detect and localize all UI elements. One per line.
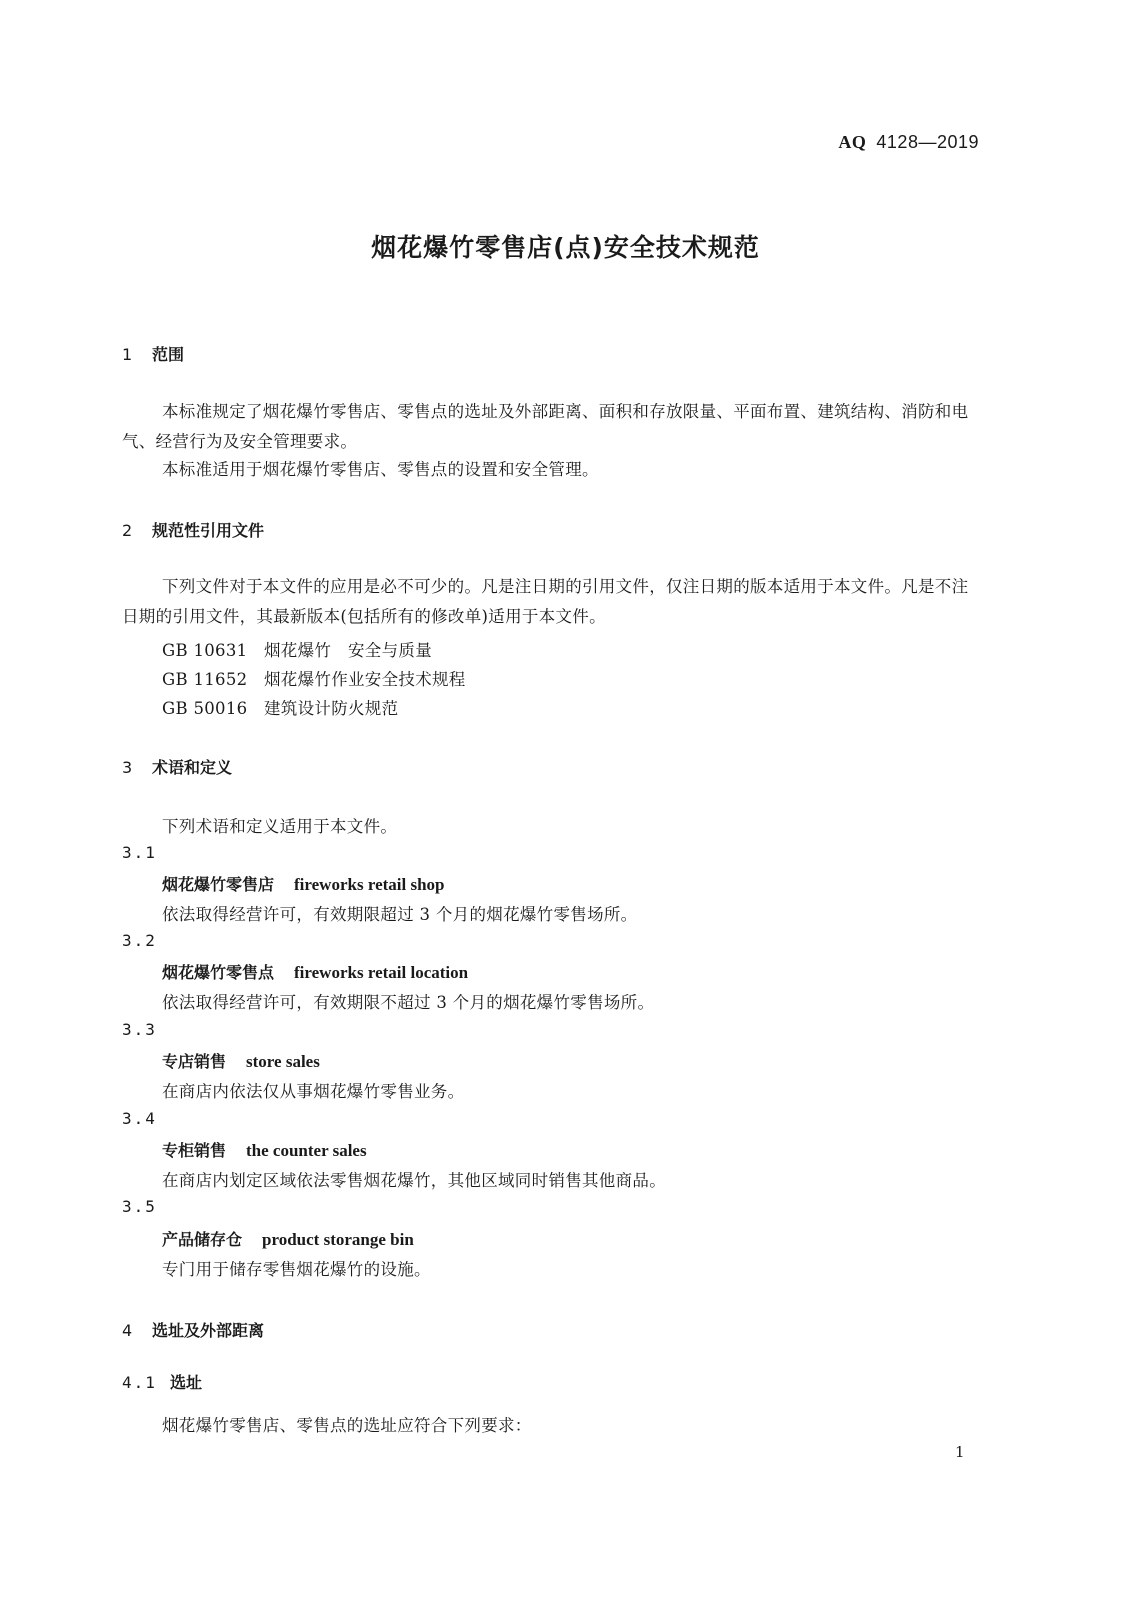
term-number: 3.1 <box>122 843 157 862</box>
reference-item <box>162 637 432 661</box>
subsection-heading <box>122 1370 202 1393</box>
term-zh: 烟花爆竹零售店 <box>162 875 275 894</box>
term-zh: 烟花爆竹零售点 <box>162 963 275 982</box>
term-en: the counter sales <box>246 1141 367 1160</box>
term-definition: 在商店内划定区域依法零售烟花爆竹，其他区域同时销售其他商品。 <box>162 1171 666 1190</box>
reference-name: 烟花爆竹 安全与质量 <box>264 641 432 660</box>
term-zh: 产品储存仓 <box>162 1230 243 1249</box>
paragraph: 烟花爆竹零售店、零售点的选址应符合下列要求： <box>162 1416 532 1435</box>
term-number: 3.4 <box>122 1109 157 1128</box>
reference-name: 建筑设计防火规范 <box>264 699 399 718</box>
reference-code: GB 10631 <box>162 641 248 660</box>
paragraph: 下列文件对于本文件的应用是必不可少的。凡是注日期的引用文件，仅注日期的版本适用于本文件。凡是不注日期的引用文件，其最新版本(包括所有的修改单)适用于本文件。 <box>122 577 969 626</box>
term-definition: 专门用于储存零售烟花爆竹的设施。 <box>162 1260 431 1279</box>
section-title: 选址及外部距离 <box>152 1321 265 1340</box>
term-zh: 专店销售 <box>162 1052 227 1071</box>
paragraph: 下列术语和定义适用于本文件。 <box>162 817 398 836</box>
term-title <box>162 872 445 895</box>
term-en: store sales <box>246 1052 320 1071</box>
section-title: 术语和定义 <box>152 758 233 777</box>
section-title: 范围 <box>152 345 185 364</box>
section-number: 4 <box>122 1321 133 1340</box>
paragraph: 本标准规定了烟花爆竹零售店、零售点的选址及外部距离、面积和存放限量、平面布置、建筑结构、消防和电气、经营行为及安全管理要求。 <box>122 402 969 451</box>
term-number: 3.2 <box>122 931 157 950</box>
section-title: 规范性引用文件 <box>152 521 265 540</box>
reference-code: GB 11652 <box>162 670 248 689</box>
term-title <box>162 1227 414 1250</box>
term-definition: 依法取得经营许可，有效期限不超过 3 个月的烟花爆竹零售场所。 <box>162 993 655 1012</box>
term-zh: 专柜销售 <box>162 1141 227 1160</box>
section-heading-2 <box>122 518 264 541</box>
subsection-number: 4.1 <box>122 1373 157 1392</box>
standard-prefix: AQ <box>838 132 867 152</box>
page-number: 1 <box>955 1443 965 1461</box>
paragraph: 本标准适用于烟花爆竹零售店、零售点的设置和安全管理。 <box>162 460 599 479</box>
section-heading-4 <box>122 1318 264 1341</box>
term-title <box>162 1049 320 1072</box>
term-title <box>162 1138 367 1161</box>
term-en: fireworks retail location <box>294 963 469 982</box>
document-title: 烟花爆竹零售店(点)安全技术规范 <box>371 233 760 262</box>
term-number: 3.5 <box>122 1197 157 1216</box>
subsection-title: 选址 <box>170 1373 203 1392</box>
term-definition: 依法取得经营许可，有效期限超过 3 个月的烟花爆竹零售场所。 <box>162 905 638 924</box>
reference-item <box>162 695 398 719</box>
reference-item <box>162 666 466 690</box>
reference-name: 烟花爆竹作业安全技术规程 <box>264 670 466 689</box>
section-number: 3 <box>122 758 133 777</box>
term-en: fireworks retail shop <box>294 875 445 894</box>
section-number: 1 <box>122 345 133 364</box>
standard-code <box>838 132 979 153</box>
reference-code: GB 50016 <box>162 699 248 718</box>
section-number: 2 <box>122 521 133 540</box>
term-number: 3.3 <box>122 1020 157 1039</box>
term-title <box>162 960 468 983</box>
section-heading-3 <box>122 755 232 778</box>
standard-number: 4128—2019 <box>876 132 979 152</box>
section-heading-1 <box>122 342 184 365</box>
term-en: product storange bin <box>262 1230 414 1249</box>
term-definition: 在商店内依法仅从事烟花爆竹零售业务。 <box>162 1082 465 1101</box>
